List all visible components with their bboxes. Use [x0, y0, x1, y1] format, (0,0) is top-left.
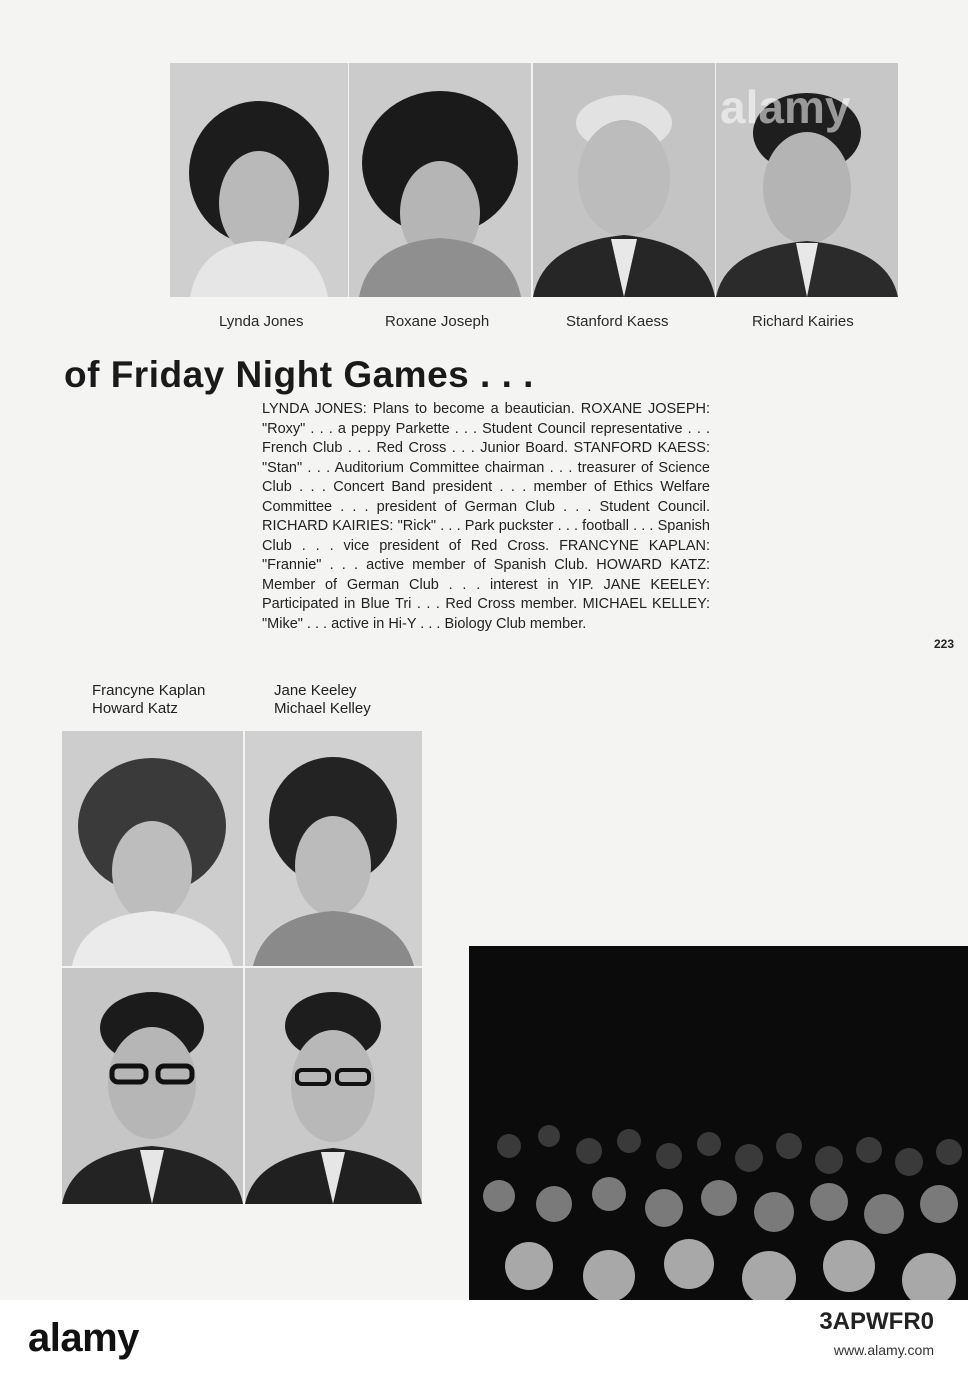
- caption-richard-kairies: Richard Kairies: [752, 313, 854, 330]
- caption-stanford-kaess: Stanford Kaess: [566, 313, 669, 330]
- caption-michael-kelley: Michael Kelley: [274, 700, 371, 717]
- portrait-howard-katz: [62, 968, 243, 1204]
- portrait-jane-keeley: [245, 731, 422, 966]
- caption-francyne-kaplan: Francyne Kaplan: [92, 682, 206, 699]
- stock-footer: [0, 1300, 968, 1390]
- caption-lynda-jones: Lynda Jones: [219, 313, 304, 330]
- caption-group-left: [92, 682, 205, 718]
- portrait-roxane-joseph: [349, 63, 531, 297]
- watermark: alamy: [720, 81, 851, 133]
- footer-logo: alamy: [28, 1316, 139, 1360]
- image-id: 3APWFR0: [819, 1308, 934, 1335]
- caption-group-right: [274, 682, 371, 718]
- bio-text: LYNDA JONES: Plans to become a beautician. ROXANE JOSEPH: "Roxy" . . . a peppy Parkette . . . Student Council representative . . . French Club . . . Red Cross . . . Junior Board. STANFORD KAESS: "Stan" . . . Auditorium Committee chairman . . . treasurer of Science Club . . . Concert Band president . . . member of Ethics Welfare Committee . . . president of German Club . . . Student Council. RICHARD KAIRIES: "Rick" . . . Park puckster . . . football . . . Spanish Club . . . vice president of Red Cross. FRANCYNE KAPLAN: "Frannie" . . . active member of Spanish Club. HOWARD KATZ: Member of German Club . . . interest in YIP. JANE KEELEY: Participated in Blue Tri . . . Red Cross member. MICHAEL KELLEY: "Mike" . . . active in Hi-Y . . . Biology Club member.: [262, 401, 710, 632]
- page-headline: of Friday Night Games . . .: [64, 354, 534, 395]
- portrait-francyne-kaplan: [62, 731, 243, 966]
- crowd-photo: [469, 946, 968, 1300]
- caption-jane-keeley: Jane Keeley: [274, 682, 357, 699]
- portrait-lynda-jones: [170, 63, 348, 297]
- caption-roxane-joseph: Roxane Joseph: [385, 313, 490, 330]
- footer-url[interactable]: www.alamy.com: [833, 1342, 934, 1358]
- page-number: 223: [934, 637, 955, 651]
- portrait-stanford-kaess: [533, 63, 715, 297]
- portrait-michael-kelley: [245, 968, 422, 1204]
- caption-howard-katz: Howard Katz: [92, 700, 178, 717]
